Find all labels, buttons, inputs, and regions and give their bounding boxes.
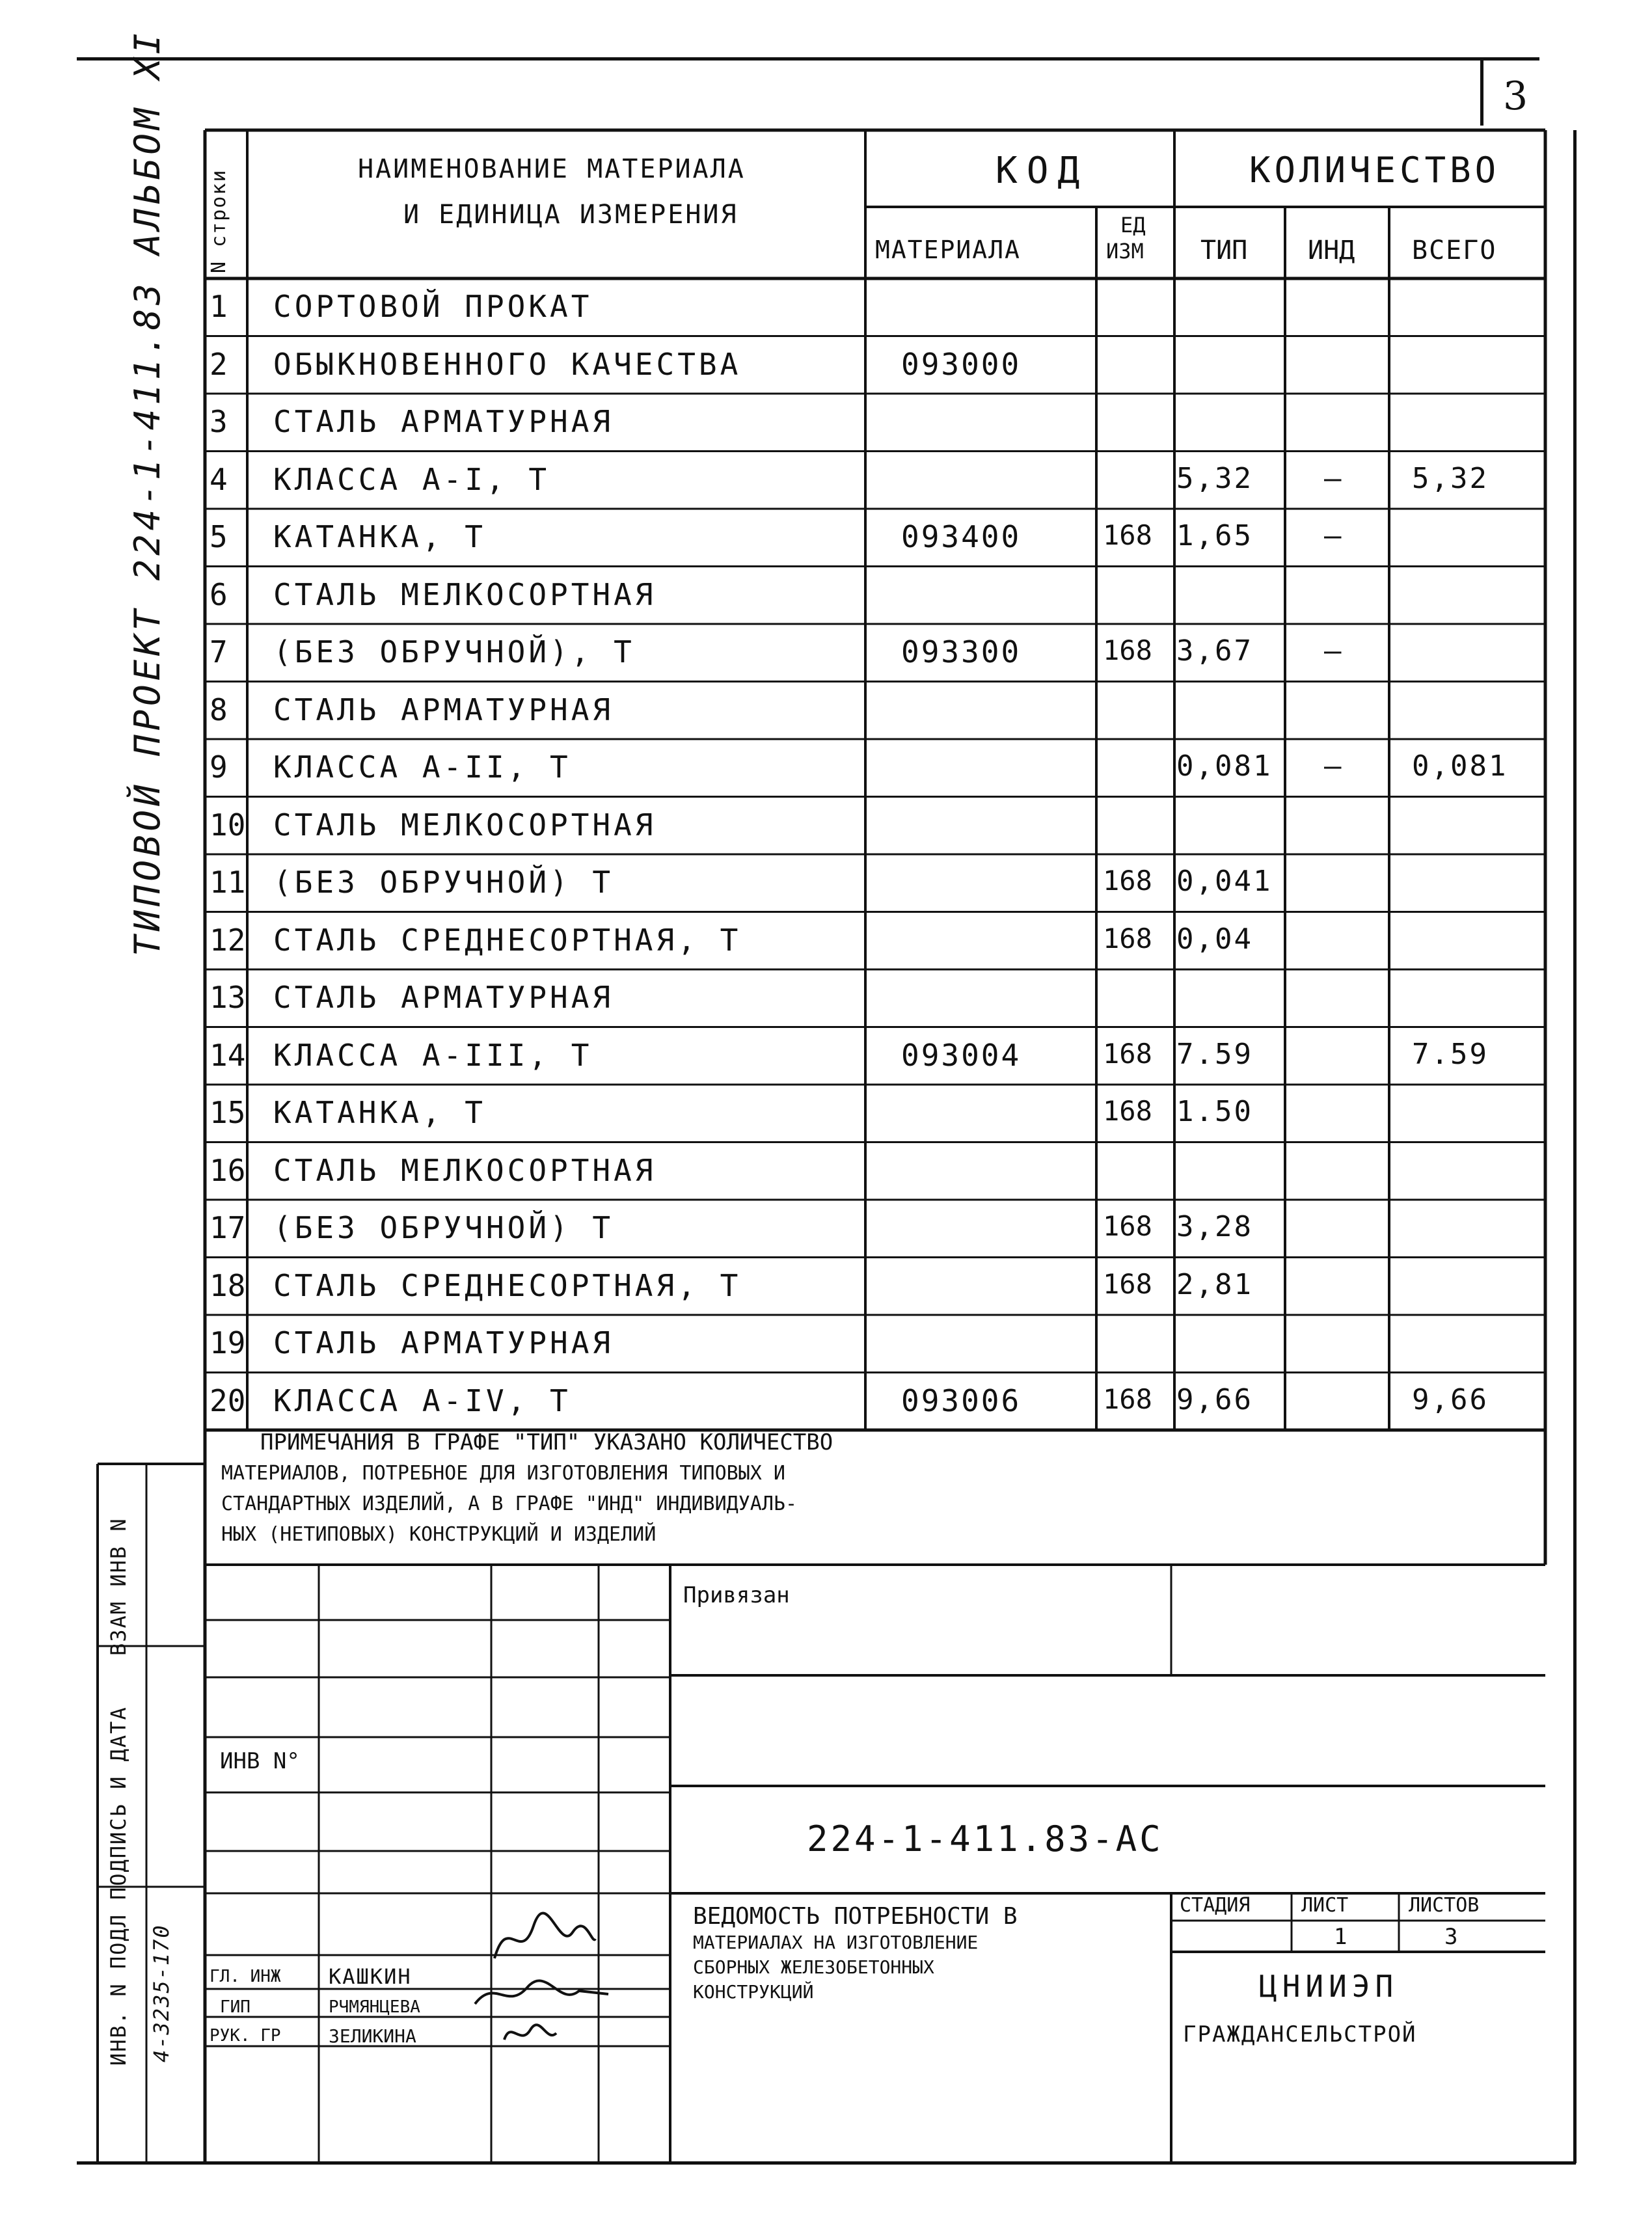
list-value: 1 <box>1334 1924 1347 1950</box>
header-q-ind: ИНД <box>1308 236 1355 265</box>
header-unit-line1: ЕД <box>1120 213 1146 237</box>
stamp-inv-number: 4-3235-170 <box>149 1924 174 2062</box>
header-row-number: N строки <box>208 169 230 273</box>
listov-label: ЛИСТОВ <box>1409 1894 1480 1917</box>
signature-2 <box>468 1971 612 2017</box>
header-q-type: ТИП <box>1200 236 1248 265</box>
row-number: 4 <box>210 461 228 497</box>
signer-name-2: РЧМЯНЦЕВА <box>329 1997 420 2017</box>
quantity-total: 7.59 <box>1412 1037 1489 1071</box>
listov-value: 3 <box>1444 1924 1458 1950</box>
material-name: (БЕЗ ОБРУЧНОЙ), Т <box>273 634 635 669</box>
material-name: СТАЛЬ МЕЛКОСОРТНАЯ <box>273 807 657 843</box>
header-quantity: КОЛИЧЕСТВО <box>1249 150 1500 191</box>
material-name: СТАЛЬ МЕЛКОСОРТНАЯ <box>273 576 657 612</box>
signer-name-3: ЗЕЛИКИНА <box>329 2025 416 2047</box>
row-number: 19 <box>210 1325 246 1360</box>
row-number: 20 <box>210 1383 246 1418</box>
quantity-ind: – <box>1324 634 1342 668</box>
organization-line2: ГРАЖДАНСЕЛЬСТРОЙ <box>1183 2021 1417 2047</box>
note-line-2: МАТЕРИАЛОВ, ПОТРЕБНОЕ ДЛЯ ИЗГОТОВЛЕНИЯ ТИПОВЫХ И <box>221 1462 785 1485</box>
quantity-type: 7.59 <box>1176 1037 1253 1071</box>
page-number: 3 <box>1503 74 1528 119</box>
inventory-number-label: ИНВ N° <box>220 1748 300 1774</box>
signer-role-2: ГИП <box>220 1997 251 2017</box>
signer-name-1: КАШКИН <box>329 1964 412 1989</box>
row-number: 1 <box>210 289 228 324</box>
quantity-type: 5,32 <box>1176 461 1253 495</box>
privyazan-label: Привязан <box>683 1582 790 1608</box>
material-name: КЛАССА А-II, Т <box>273 750 571 785</box>
material-name: (БЕЗ ОБРУЧНОЙ) Т <box>273 865 614 900</box>
header-name-line1: НАИМЕНОВАНИЕ МАТЕРИАЛА <box>358 154 746 184</box>
material-name: КЛАССА А-IV, Т <box>273 1383 571 1418</box>
stamp-podpis-data: ПОДПИСЬ И ДАТА <box>106 1706 131 1900</box>
material-name: СТАЛЬ АРМАТУРНАЯ <box>273 1325 614 1360</box>
unit-code: 168 <box>1103 865 1152 897</box>
list-label: ЛИСТ <box>1301 1894 1349 1917</box>
document-title-line3: СБОРНЫХ ЖЕЛЕЗОБЕТОННЫХ <box>693 1956 934 1978</box>
quantity-ind: – <box>1324 750 1342 783</box>
quantity-total: 5,32 <box>1412 461 1489 495</box>
header-name-line2: И ЕДИНИЦА ИЗМЕРЕНИЯ <box>403 200 738 230</box>
unit-code: 168 <box>1103 1037 1152 1070</box>
side-label: ТИПОВОЙ ПРОЕКТ 224-1-411.83 АЛЬБОМ XI <box>127 29 168 956</box>
quantity-type: 1,65 <box>1176 519 1253 552</box>
material-name: КЛАССА А-I, Т <box>273 461 550 497</box>
material-name: СТАЛЬ АРМАТУРНАЯ <box>273 404 614 439</box>
note-line-3: СТАНДАРТНЫХ ИЗДЕЛИЙ, А В ГРАФЕ "ИНД" ИНДИВИДУАЛЬ- <box>221 1493 798 1515</box>
material-name: ОБЫКНОВЕННОГО КАЧЕСТВА <box>273 346 742 382</box>
material-code: 093004 <box>901 1037 1022 1073</box>
row-number: 7 <box>210 634 228 669</box>
document-code: 224-1-411.83-АС <box>807 1818 1163 1859</box>
material-code: 093300 <box>901 634 1022 669</box>
document-title-line1: ВЕДОМОСТЬ ПОТРЕБНОСТИ В <box>693 1903 1018 1930</box>
organization-line1: ЦНИИЭП <box>1259 1969 1399 2004</box>
row-number: 12 <box>210 922 246 958</box>
signature-1 <box>488 1906 599 1971</box>
material-name: (БЕЗ ОБРУЧНОЙ) Т <box>273 1210 614 1245</box>
row-number: 8 <box>210 692 228 727</box>
stamp-inv-podl: ИНВ. N ПОДЛ <box>106 1913 131 2066</box>
quantity-type: 0,04 <box>1176 922 1253 956</box>
quantity-ind: – <box>1324 461 1342 495</box>
note-line-1: ПРИМЕЧАНИЯ В ГРАФЕ "ТИП" УКАЗАНО КОЛИЧЕСТВО <box>260 1429 833 1455</box>
row-number: 10 <box>210 807 246 843</box>
row-number: 3 <box>210 404 228 439</box>
unit-code: 168 <box>1103 1095 1152 1127</box>
row-number: 18 <box>210 1267 246 1303</box>
document-title-line2: МАТЕРИАЛАХ НА ИЗГОТОВЛЕНИЕ <box>693 1932 979 1953</box>
row-number: 6 <box>210 576 228 612</box>
quantity-type: 2,81 <box>1176 1267 1253 1301</box>
material-name: КАТАНКА, Т <box>273 519 486 554</box>
note-line-4: НЫХ (НЕТИПОВЫХ) КОНСТРУКЦИЙ И ИЗДЕЛИЙ <box>221 1523 657 1546</box>
material-code: 093006 <box>901 1383 1022 1418</box>
material-name: СТАЛЬ СРЕДНЕСОРТНАЯ, Т <box>273 922 742 958</box>
row-number: 13 <box>210 980 246 1015</box>
signature-3 <box>498 2014 563 2053</box>
material-code: 093000 <box>901 346 1022 382</box>
quantity-total: 0,081 <box>1412 750 1508 783</box>
material-name: КАТАНКА, Т <box>273 1095 486 1130</box>
material-name: КЛАССА А-III, Т <box>273 1037 593 1073</box>
unit-code: 168 <box>1103 1383 1152 1415</box>
row-number: 5 <box>210 519 228 554</box>
header-q-total: ВСЕГО <box>1412 236 1497 265</box>
stadia-label: СТАДИЯ <box>1180 1894 1251 1917</box>
quantity-ind: – <box>1324 519 1342 552</box>
row-number: 16 <box>210 1152 246 1188</box>
quantity-type: 1.50 <box>1176 1095 1253 1128</box>
signer-role-1: ГЛ. ИНЖ <box>210 1967 281 1986</box>
quantity-type: 3,28 <box>1176 1210 1253 1243</box>
header-unit-line2: ИЗМ <box>1106 239 1144 263</box>
document-title-line4: КОНСТРУКЦИЙ <box>693 1981 814 2003</box>
row-number: 2 <box>210 346 228 382</box>
material-name: СТАЛЬ АРМАТУРНАЯ <box>273 692 614 727</box>
quantity-type: 0,041 <box>1176 865 1273 898</box>
row-number: 9 <box>210 750 228 785</box>
quantity-type: 3,67 <box>1176 634 1253 668</box>
unit-code: 168 <box>1103 1267 1152 1300</box>
row-number: 11 <box>210 865 246 900</box>
header-code-material: МАТЕРИАЛА <box>875 236 1021 264</box>
material-name: СТАЛЬ СРЕДНЕСОРТНАЯ, Т <box>273 1267 742 1303</box>
quantity-type: 0,081 <box>1176 750 1273 783</box>
material-name: СТАЛЬ МЕЛКОСОРТНАЯ <box>273 1152 657 1188</box>
row-number: 17 <box>210 1210 246 1245</box>
material-name: СОРТОВОЙ ПРОКАТ <box>273 289 593 324</box>
row-number: 14 <box>210 1037 246 1073</box>
quantity-total: 9,66 <box>1412 1383 1489 1416</box>
unit-code: 168 <box>1103 634 1152 666</box>
header-code: КОД <box>995 150 1089 192</box>
material-code: 093400 <box>901 519 1022 554</box>
quantity-type: 9,66 <box>1176 1383 1253 1416</box>
unit-code: 168 <box>1103 922 1152 954</box>
material-name: СТАЛЬ АРМАТУРНАЯ <box>273 980 614 1015</box>
unit-code: 168 <box>1103 519 1152 551</box>
stamp-vzam-inv: ВЗАМ ИНВ N <box>106 1517 131 1656</box>
row-number: 15 <box>210 1095 246 1130</box>
signer-role-3: РУК. ГР <box>210 2026 281 2046</box>
unit-code: 168 <box>1103 1210 1152 1242</box>
